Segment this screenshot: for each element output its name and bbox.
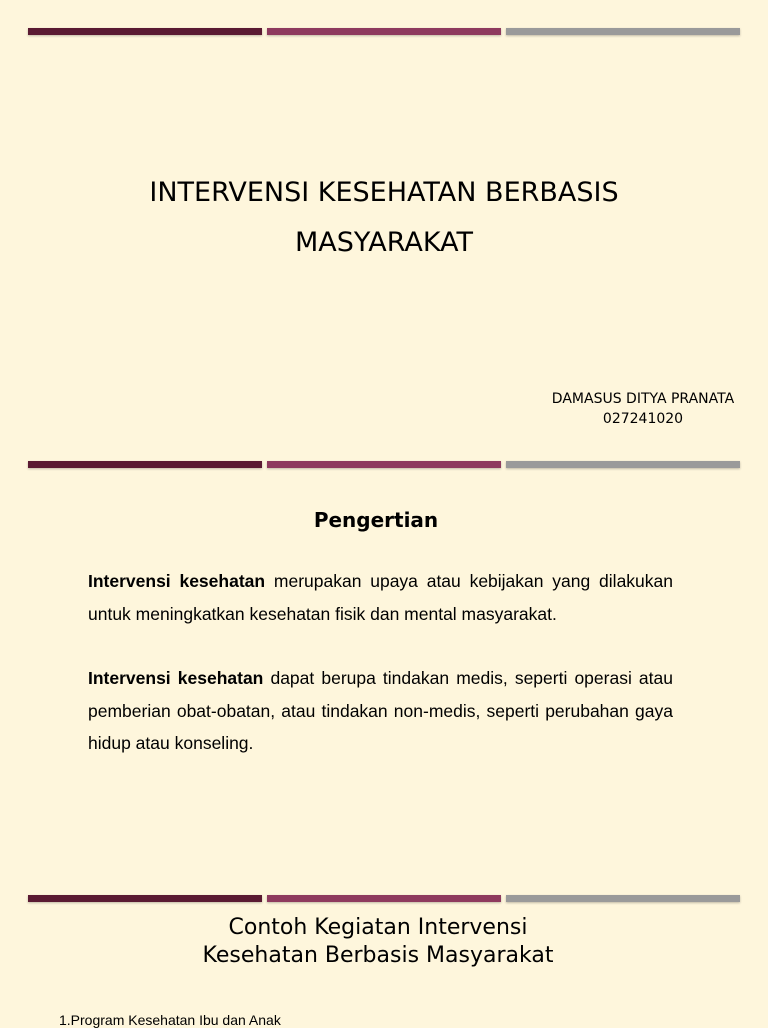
slide-definition xyxy=(0,440,768,880)
list-item: 1.Program Kesehatan Ibu dan Anak xyxy=(59,1012,281,1028)
author-id: 027241020 xyxy=(602,411,684,427)
author-name: DAMASUS DITYA PRANATA xyxy=(551,391,735,407)
decorative-bars xyxy=(28,28,740,35)
bar-plum xyxy=(267,461,501,468)
examples-heading xyxy=(84,914,672,970)
bar-gray xyxy=(506,28,740,35)
presentation-title xyxy=(84,168,684,268)
bar-dark xyxy=(28,895,262,902)
title-line-2: MASYARAKAT xyxy=(294,227,473,258)
paragraph-1-term: Intervensi kesehatan xyxy=(88,571,266,591)
bar-plum xyxy=(267,28,501,35)
bar-gray xyxy=(506,461,740,468)
slide-examples xyxy=(0,880,768,1028)
bar-gray xyxy=(506,895,740,902)
decorative-bars xyxy=(28,461,740,468)
paragraph-2-text: dapat berupa tindakan medis, seperti operasi atau pemberian obat-obatan, atau tindakan non-medis, seperti perubahan gaya hidup atau konseling. xyxy=(88,668,673,753)
author-block xyxy=(528,389,758,429)
examples-heading-line-1: Contoh Kegiatan Intervensi xyxy=(228,915,528,940)
paragraph-2 xyxy=(88,662,673,760)
paragraph-1-text: merupakan upaya atau kebijakan yang dilakukan untuk meningkatkan kesehatan fisik dan mental masyarakat. xyxy=(88,571,673,624)
bar-dark xyxy=(28,461,262,468)
bar-dark xyxy=(28,28,262,35)
bar-plum xyxy=(267,895,501,902)
slide-title xyxy=(0,0,768,440)
paragraph-2-term: Intervensi kesehatan xyxy=(88,668,264,688)
decorative-bars xyxy=(28,895,740,902)
title-line-1: INTERVENSI KESEHATAN BERBASIS xyxy=(149,177,619,208)
examples-heading-line-2: Kesehatan Berbasis Masyarakat xyxy=(202,943,554,968)
section-heading: Pengertian xyxy=(313,508,439,532)
paragraph-1 xyxy=(88,565,673,630)
